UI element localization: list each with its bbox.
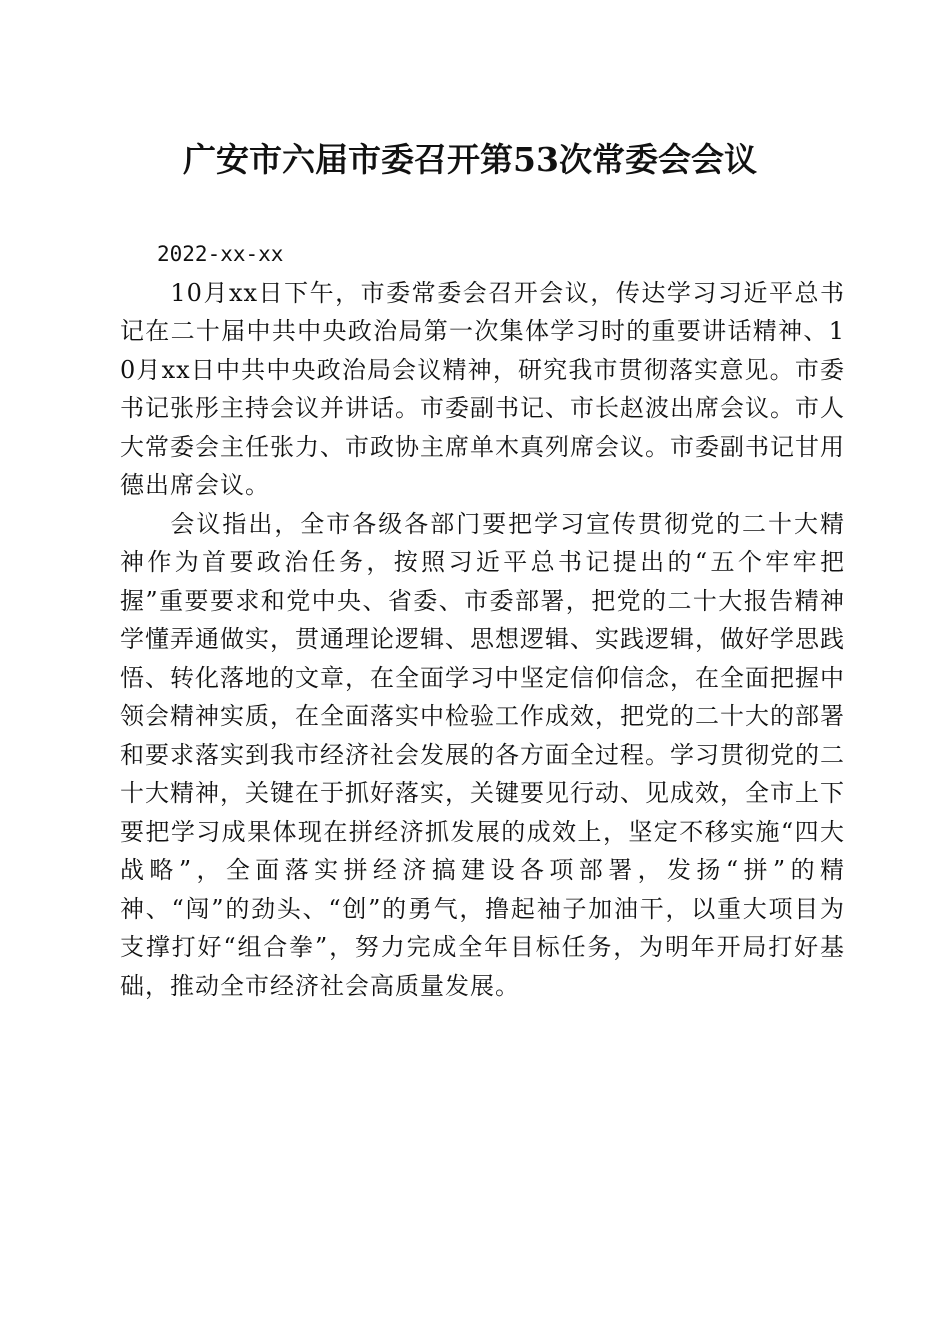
paragraph-1: 10月xx日下午，市委常委会召开会议，传达学习习近平总书记在二十届中共中央政治局第一次集体学习时的重要讲话精神、10月xx日中共中央政治局会议精神，研究我市贯彻落实意见。市委书记张彤主持会议并讲话。市委副书记、市长赵波出席会议。市人大常委会主任张力、市政协主席单木真列席会议。市委副书记甘用德出席会议。 <box>120 278 845 499</box>
paragraph-2: 会议指出，全市各级各部门要把学习宣传贯彻党的二十大精神作为首要政治任务，按照习近平总书记提出的“五个牢牢把握”重要要求和党中央、省委、市委部署，把党的二十大报告精神学懂弄通做实，贯通理论逻辑、思想逻辑、实践逻辑，做好学思践悟、转化落地的文章，在全面学习中坚定信仰信念，在全面把握中领会精神实质，在全面落实中检验工作成效，把党的二十大的部署和要求落实到我市经济社会发展的各方面全过程。学习贯彻党的二十大精神，关键在于抓好落实，关键要见行动、见成效，全市上下要把学习成果体现在拼经济抓发展的成效上，坚定不移实施“四大战略”，全面落实拼经济搞建设各项部署，发扬“拼”的精神、“闯”的劲头、“创”的勇气，撸起袖子加油干，以重大项目为支撑打好“组合拳”，努力完成全年目标任务，为明年开局打好基础，推动全市经济社会高质量发展。 <box>120 509 845 1000</box>
document-date: 2022-xx-xx <box>157 242 284 266</box>
document-title: 广安市六届市委召开第53次常委会会议 <box>183 140 757 179</box>
document-body <box>120 235 845 1005</box>
